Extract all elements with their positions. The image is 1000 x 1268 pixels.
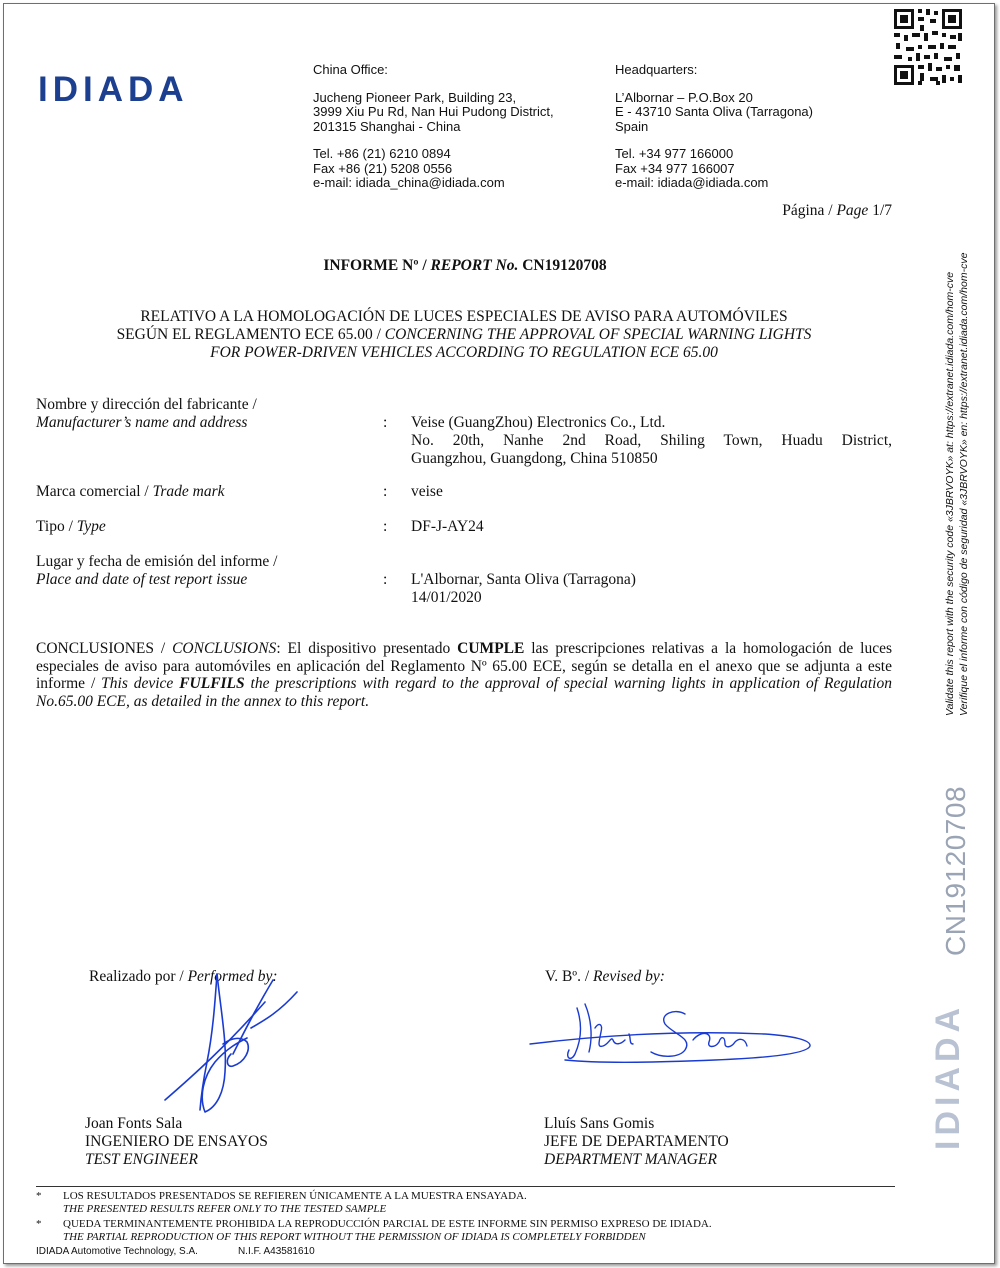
type-colon: : xyxy=(383,518,388,535)
type-label xyxy=(36,518,106,536)
conclusions-text-es-1: : El dispositivo presentado xyxy=(276,640,458,657)
issue-place: L'Albornar, Santa Oliva (Tarragona) xyxy=(411,571,636,588)
page-label-en: Page xyxy=(836,202,869,219)
place-date-label xyxy=(36,553,277,589)
conclusions-text-en-2: the prescriptions with regard to the approval of special warning lights in application of Regulation No.65.00 ECE, as detailed in the annex to this report. xyxy=(36,675,892,710)
idiada-logo xyxy=(38,72,268,108)
side-logo: IDIADA xyxy=(929,1002,967,1150)
page-value: 1/7 xyxy=(868,202,892,219)
footer-note-2-es: QUEDA TERMINANTEMENTE PROHIBIDA LA REPRODUCCIÓN PARCIAL DE ESTE INFORME SIN PERMISO EXPRESO DE IDIADA. xyxy=(63,1218,712,1230)
conclusions-label-en: CONCLUSIONS xyxy=(172,640,277,657)
footer-note-1 xyxy=(63,1190,527,1215)
footer-note-2 xyxy=(63,1218,712,1243)
company-name: IDIADA Automotive Technology, S.A. xyxy=(36,1246,198,1257)
manufacturer-label-en: Manufacturer’s name and address xyxy=(36,414,248,431)
qr-code xyxy=(892,7,964,87)
report-label-en: REPORT No. xyxy=(430,257,519,274)
manufacturer-colon: : xyxy=(383,414,388,431)
headquarters-heading: Headquarters: xyxy=(615,62,698,77)
place-date-label-en: Place and date of test report issue xyxy=(36,571,248,588)
footer-bullet: * xyxy=(36,1218,42,1230)
manufacturer-label-es: Nombre y dirección del fabricante / xyxy=(36,396,257,413)
headquarters-fax: Fax +34 977 166007 xyxy=(615,160,735,176)
engineer-title-es: INGENIERO DE ENSAYOS xyxy=(85,1133,268,1150)
china-office-address-line: 3999 Xiu Pu Rd, Nan Hui Pudong District, xyxy=(313,104,554,119)
china-office-address-line: Jucheng Pioneer Park, Building 23, xyxy=(313,89,517,105)
report-label-es: INFORME Nº / xyxy=(323,257,431,274)
engineer-info xyxy=(85,1115,268,1169)
footer-divider xyxy=(36,1186,895,1187)
issue-date: 14/01/2020 xyxy=(411,589,482,606)
report-subject xyxy=(36,308,892,362)
page-number xyxy=(700,202,892,220)
china-office-block xyxy=(313,63,554,191)
manager-info xyxy=(544,1115,729,1169)
footer-bullet: * xyxy=(36,1190,42,1202)
place-date-value xyxy=(411,571,892,607)
footer-note-1-es: LOS RESULTADOS PRESENTADOS SE REFIEREN ÚNICAMENTE A LA MUESTRA ENSAYADA. xyxy=(63,1190,527,1202)
trade-mark-label-es: Marca comercial / xyxy=(36,483,153,500)
china-office-fax: Fax +86 (21) 5208 0556 xyxy=(313,160,453,176)
report-title xyxy=(0,257,930,275)
report-number: CN19120708 xyxy=(518,257,607,274)
conclusions-text-en-1: This device xyxy=(101,675,180,692)
type-label-es: Tipo / xyxy=(36,518,77,535)
validate-text-en: Validate this report with the security code «3JBRVOYK» at: https://extranet.idiada.com/hom-cve xyxy=(944,271,956,716)
subject-line-1: RELATIVO A LA HOMOLOGACIÓN DE LUCES ESPECIALES DE AVISO PARA AUTOMÓVILES xyxy=(140,308,788,325)
china-office-address-line: 201315 Shanghai - China xyxy=(313,118,461,134)
manufacturer-address-line: No. 20th, Nanhe 2nd Road, Shiling Town, Huadu District, xyxy=(411,432,892,449)
headquarters-email: e-mail: idiada@idiada.com xyxy=(615,175,769,190)
manufacturer-name: Veise (GuangZhou) Electronics Co., Ltd. xyxy=(411,414,666,431)
headquarters-address-line: L’Albornar – P.O.Box 20 xyxy=(615,89,753,105)
conclusions-text-es-2: las prescripciones relativas a la homologación de luces especiales de aviso para automóviles en aplicación del Reglamento Nº 65.00 ECE, según se detalla en el anexo que se adjunta a este informe / xyxy=(36,640,892,692)
china-office-phone: Tel. +86 (21) 6210 0894 xyxy=(313,146,451,161)
manufacturer-value xyxy=(411,414,892,468)
china-office-heading: China Office: xyxy=(313,62,388,77)
performed-by-label-es: Realizado por / xyxy=(89,968,188,985)
performed-by-label-en: Performed by: xyxy=(187,968,278,985)
manager-title-es: JEFE DE DEPARTAMENTO xyxy=(544,1133,729,1150)
logo-text: IDIADA xyxy=(38,70,189,109)
trade-mark-colon: : xyxy=(383,483,388,500)
conclusions-label-es: CONCLUSIONES / xyxy=(36,640,173,657)
type-label-en: Type xyxy=(76,518,106,535)
footer-note-1-en: THE PRESENTED RESULTS REFER ONLY TO THE TESTED SAMPLE xyxy=(63,1202,387,1215)
manufacturer-label xyxy=(36,396,257,432)
manager-signature xyxy=(525,1000,815,1072)
trade-mark-label-en: Trade mark xyxy=(152,483,225,500)
headquarters-phone: Tel. +34 977 166000 xyxy=(615,146,734,161)
engineer-name: Joan Fonts Sala xyxy=(85,1115,183,1132)
place-date-colon: : xyxy=(383,571,388,588)
verdict-es: CUMPLE xyxy=(457,640,525,657)
headquarters-address-line: Spain xyxy=(615,118,649,134)
engineer-title-en: TEST ENGINEER xyxy=(85,1151,198,1168)
revised-by-label-en: Revised by: xyxy=(593,968,665,985)
validate-text-es: Verifique el informe con código de seguridad «3JBRVOYK» en: https://extranet.idiada.com/hom-cve xyxy=(958,252,970,716)
headquarters-block xyxy=(615,63,813,191)
footer-company xyxy=(36,1246,315,1257)
subject-line-2-en: CONCERNING THE APPROVAL OF SPECIAL WARNING LIGHTS xyxy=(384,326,812,343)
revised-by-label-es: V. Bº. / xyxy=(545,968,594,985)
trade-mark-label xyxy=(36,483,225,501)
page-frame xyxy=(3,3,995,1264)
revised-by-label xyxy=(545,968,665,986)
verdict-en: FULFILS xyxy=(179,675,245,692)
company-nif: N.I.F. A43581610 xyxy=(237,1246,315,1257)
manufacturer-address-line: Guangzhou, Guangdong, China 510850 xyxy=(411,450,658,467)
conclusions-paragraph xyxy=(36,640,892,710)
footer-note-2-en: THE PARTIAL REPRODUCTION OF THIS REPORT WITHOUT THE PERMISSION OF IDIADA IS COMPLETELY FORBIDDEN xyxy=(63,1230,646,1243)
side-report-code: CN19120708 xyxy=(940,785,971,956)
engineer-signature xyxy=(155,962,315,1122)
place-date-label-es: Lugar y fecha de emisión del informe / xyxy=(36,553,278,570)
page-label-es: Página / xyxy=(782,202,837,219)
trade-mark-value: veise xyxy=(411,483,443,500)
subject-line-3: FOR POWER-DRIVEN VEHICLES ACCORDING TO REGULATION ECE 65.00 xyxy=(210,344,718,361)
headquarters-address-line: E - 43710 Santa Oliva (Tarragona) xyxy=(615,104,813,119)
type-value: DF-J-AY24 xyxy=(411,518,484,535)
manager-title-en: DEPARTMENT MANAGER xyxy=(544,1151,717,1168)
china-office-email: e-mail: idiada_china@idiada.com xyxy=(313,175,505,190)
manager-name: Lluís Sans Gomis xyxy=(544,1115,655,1132)
subject-line-2-es: SEGÚN EL REGLAMENTO ECE 65.00 / xyxy=(116,326,385,343)
